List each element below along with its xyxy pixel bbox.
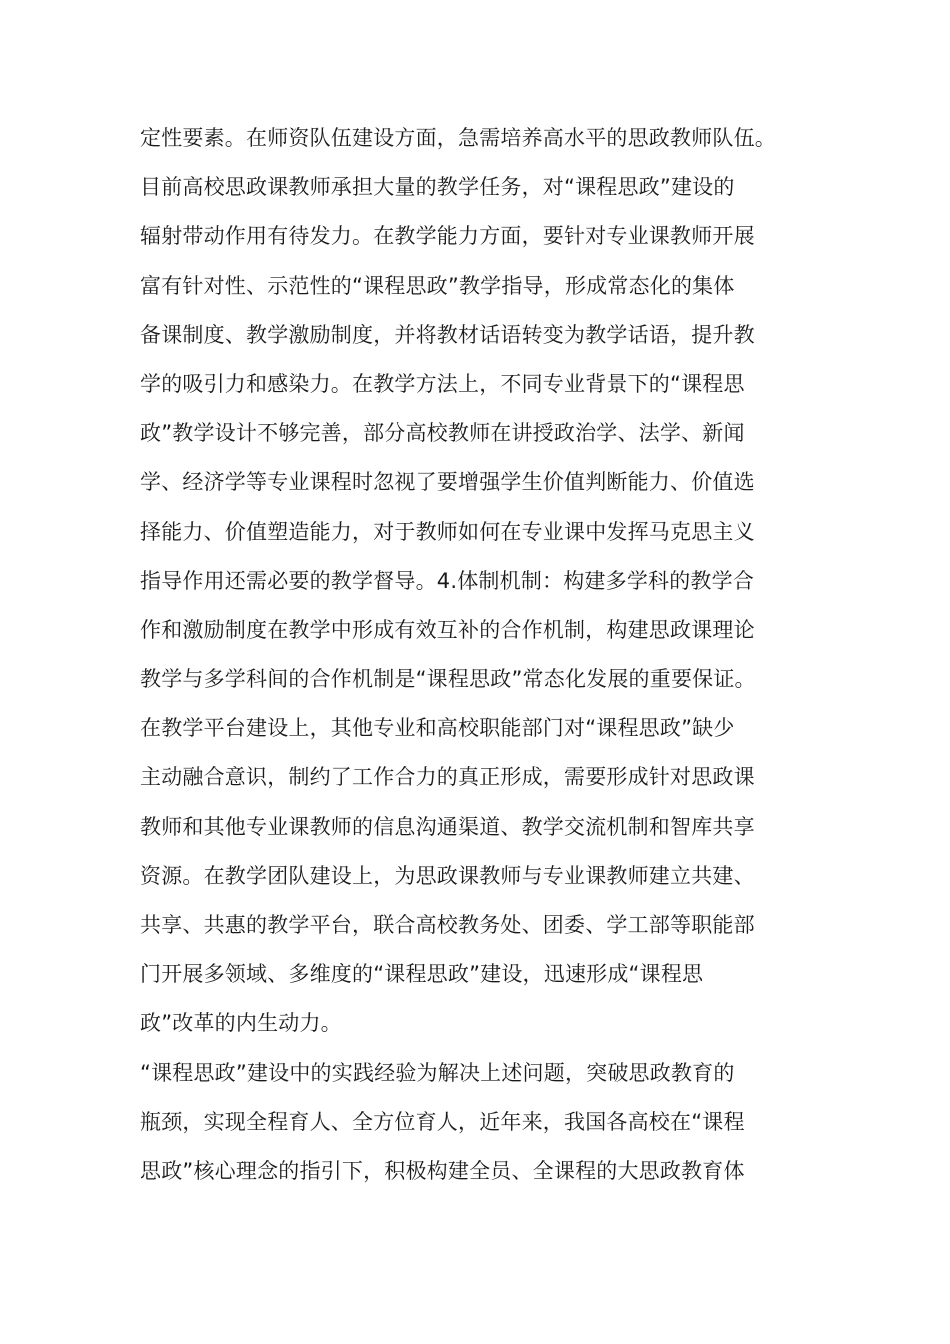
text-line: 思政”核心理念的指引下，积极构建全员、全课程的大思政教育体 xyxy=(140,1158,745,1183)
text-line: 资源。在教学团队建设上，为思政课教师与专业课教师建立共建、 xyxy=(140,863,755,888)
text-line: 富有针对性、示范性的“课程思政”教学指导，形成常态化的集体 xyxy=(140,273,735,298)
body-text xyxy=(140,114,820,1196)
text-line: “课程思政”建设中的实践经验为解决上述问题，突破思政教育的 xyxy=(140,1060,735,1085)
text-line: 学的吸引力和感染力。在教学方法上，不同专业背景下的“课程思 xyxy=(140,371,745,396)
text-line: 指导作用还需必要的教学督导。4.体制机制：构建多学科的教学合 xyxy=(140,568,755,593)
text-line: 教师和其他专业课教师的信息沟通渠道、教学交流机制和智库共享 xyxy=(140,814,755,839)
text-line: 教学与多学科间的合作机制是“课程思政”常态化发展的重要保证。 xyxy=(140,667,756,692)
text-line: 主动融合意识，制约了工作合力的真正形成，需要形成针对思政课 xyxy=(140,765,755,790)
text-line: 政”教学设计不够完善，部分高校教师在讲授政治学、法学、新闻 xyxy=(140,421,745,446)
text-line: 辐射带动作用有待发力。在教学能力方面，要针对专业课教师开展 xyxy=(140,224,755,249)
text-line: 学、经济学等专业课程时忽视了要增强学生价值判断能力、价值选 xyxy=(140,470,755,495)
text-line: 共享、共惠的教学平台，联合高校教务处、团委、学工部等职能部 xyxy=(140,913,755,937)
text-line: 备课制度、教学激励制度，并将教材话语转变为教学话语，提升教 xyxy=(140,322,755,347)
text-line: 作和激励制度在教学中形成有效互补的合作机制，构建思政课理论 xyxy=(140,617,755,642)
text-line: 在教学平台建设上，其他专业和高校职能部门对“课程思政”缺少 xyxy=(140,716,735,741)
text-line: 目前高校思政课教师承担大量的教学任务，对“课程思政”建设的 xyxy=(140,175,735,200)
text-line: 瓶颈，实现全程育人、全方位育人，近年来，我国各高校在“课程 xyxy=(140,1109,745,1134)
text-line: 政”改革的内生动力。 xyxy=(140,1011,342,1036)
text-line: 门开展多领域、多维度的“课程思政”建设，迅速形成“课程思 xyxy=(140,962,704,987)
text-line: 定性要素。在师资队伍建设方面，急需培养高水平的思政教师队伍。 xyxy=(140,126,776,150)
text-line: 择能力、价值塑造能力，对于教师如何在专业课中发挥马克思主义 xyxy=(140,519,755,544)
